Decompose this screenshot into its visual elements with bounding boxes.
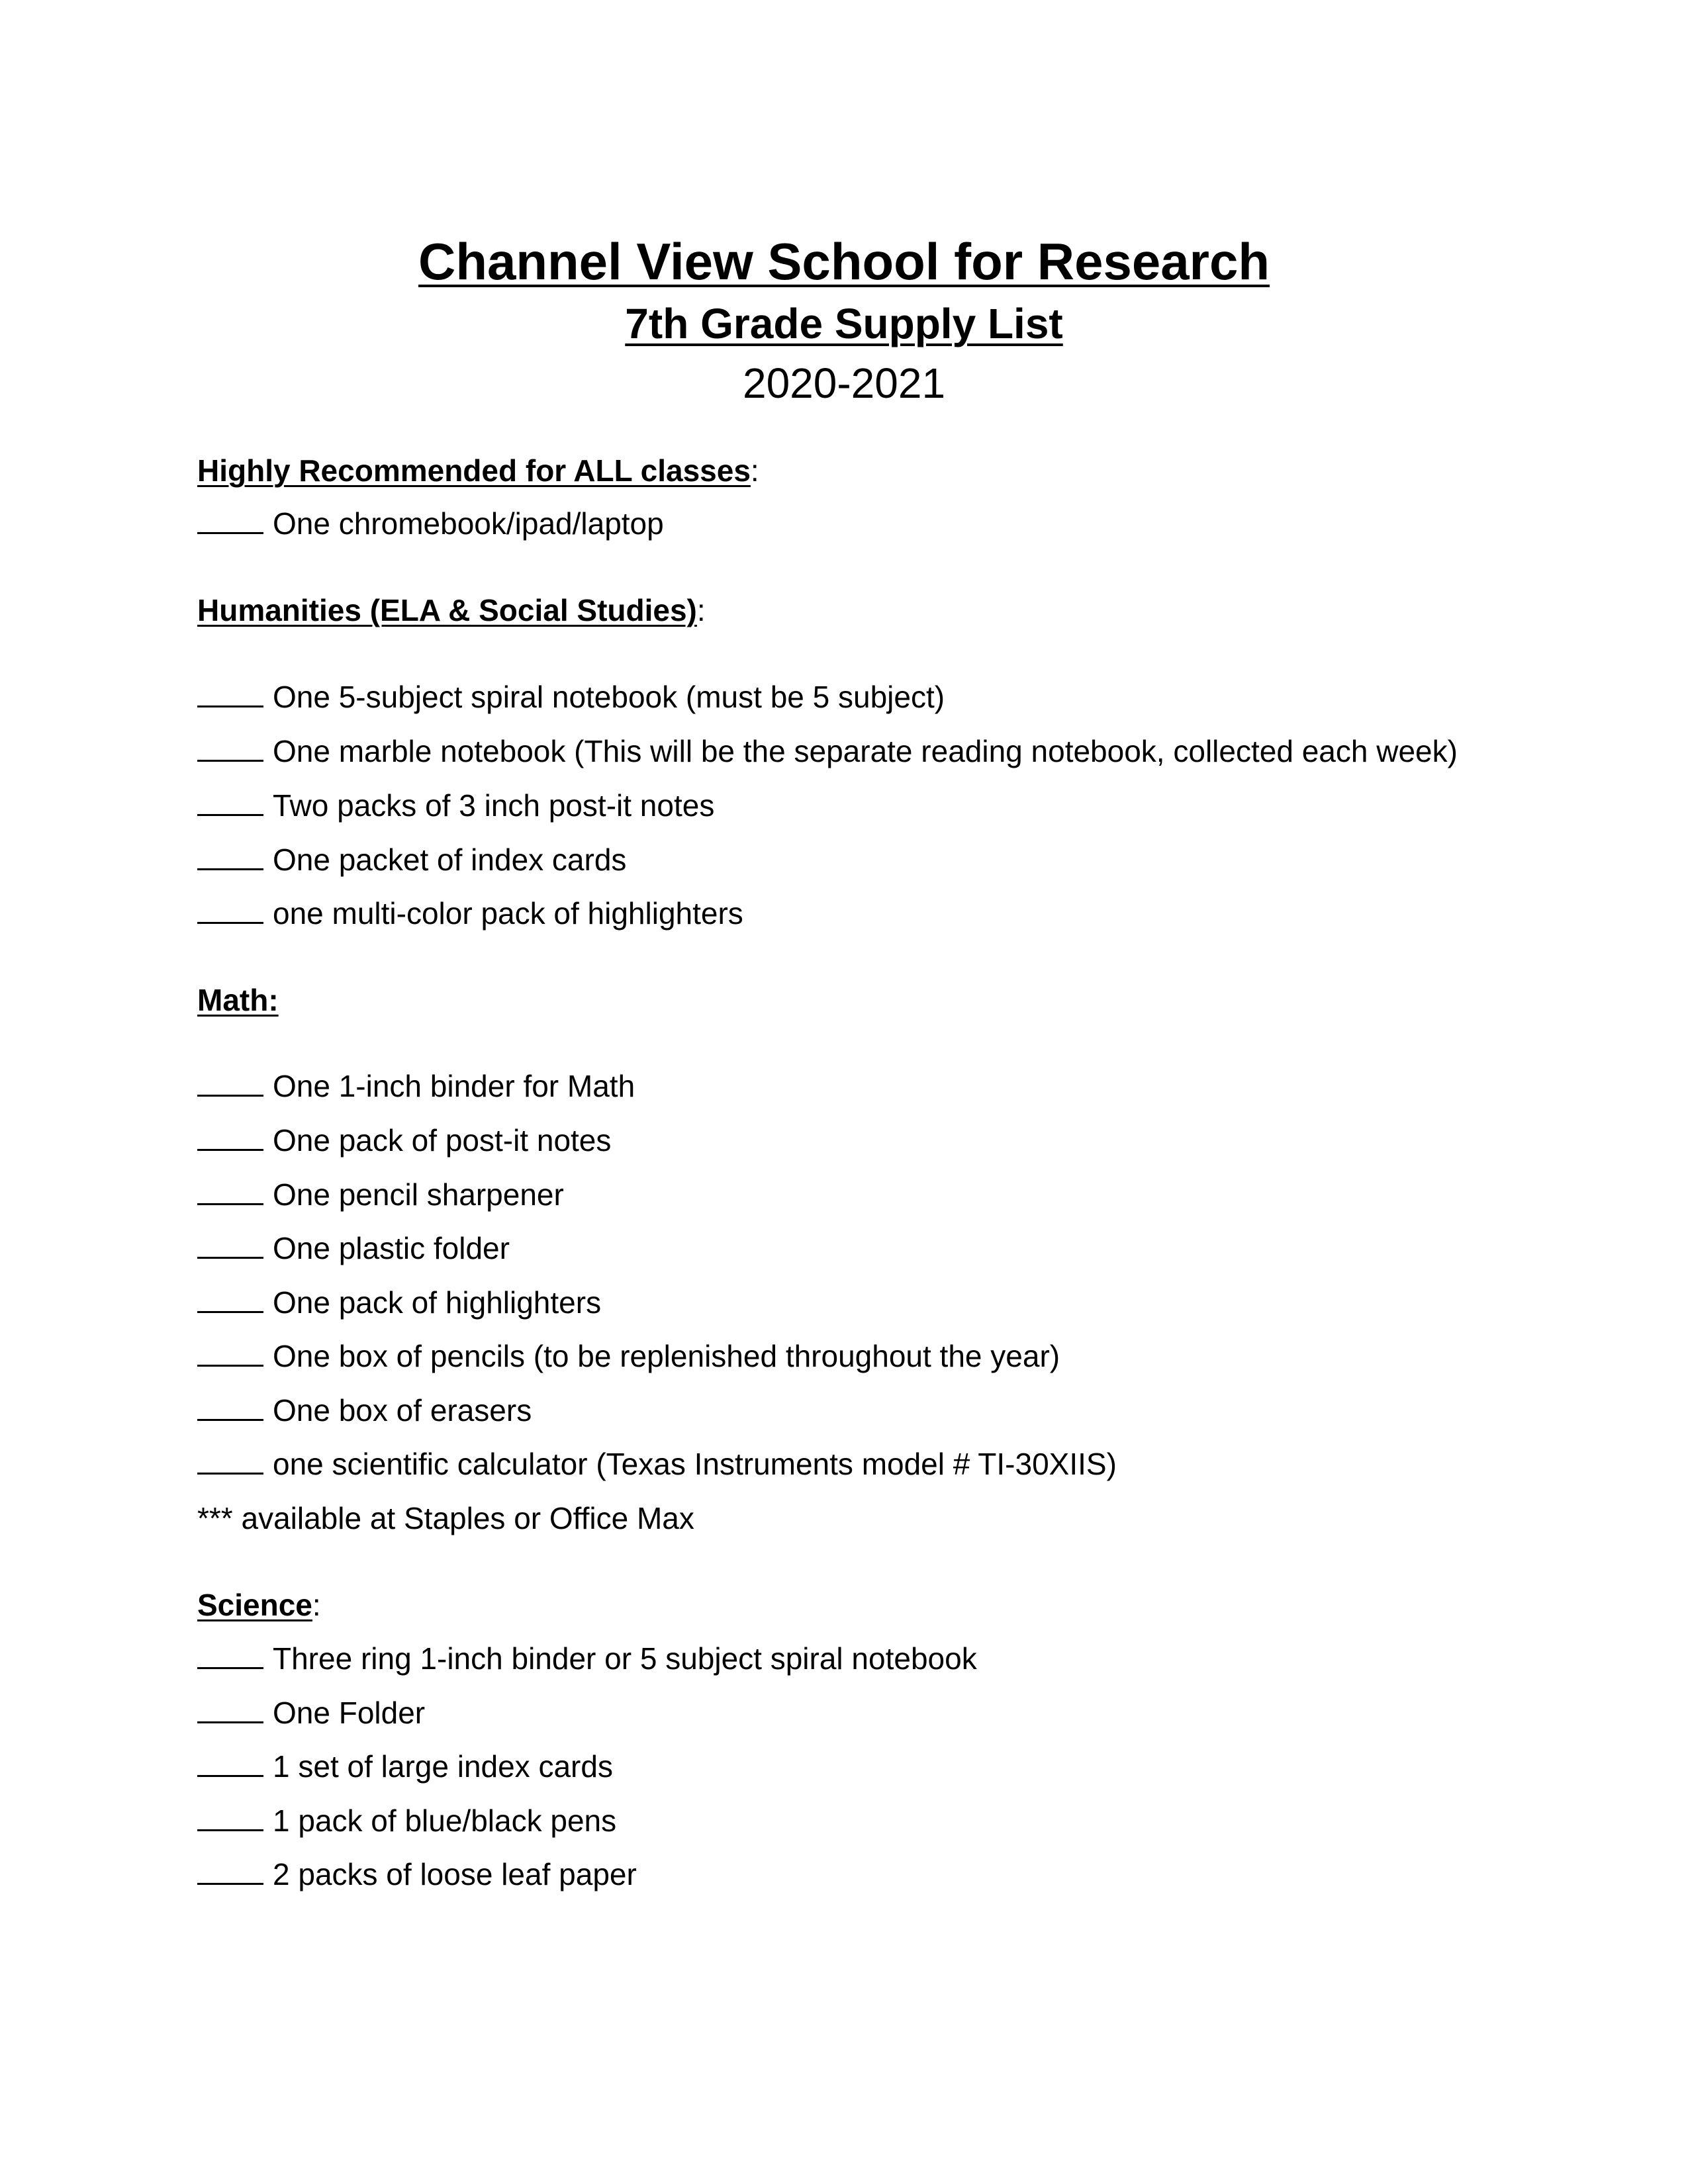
list-item <box>197 1803 616 1839</box>
checkbox-blank-line <box>197 1257 263 1259</box>
section-heading-all-classes <box>197 453 759 488</box>
item-text: One plastic folder <box>273 1231 510 1265</box>
list-item <box>197 895 743 931</box>
item-text: one scientific calculator (Texas Instruments model # TI-30XIIS) <box>273 1447 1117 1481</box>
checkbox-blank-line <box>197 1419 263 1421</box>
supply-list-title: 7th Grade Supply List <box>625 300 1063 347</box>
checkbox-blank-line <box>197 1667 263 1669</box>
list-item <box>197 733 1458 769</box>
list-item <box>197 1392 532 1428</box>
item-text: One pencil sharpener <box>273 1177 564 1212</box>
heading-label: Humanities (ELA & Social Studies) <box>197 593 697 627</box>
list-item <box>197 1856 637 1892</box>
checkbox-blank-line <box>197 1149 263 1151</box>
list-item <box>197 1446 1117 1482</box>
list-item <box>197 1695 425 1731</box>
checkbox-blank-line <box>197 1829 263 1831</box>
math-availability-note: *** available at Staples or Office Max <box>197 1501 694 1535</box>
list-item <box>197 1285 601 1320</box>
heading-label: Highly Recommended for ALL classes <box>197 453 751 488</box>
item-text: One Folder <box>273 1696 426 1730</box>
item-text: one multi-color pack of highlighters <box>273 896 743 931</box>
checkbox-blank-line <box>197 1473 263 1475</box>
school-name-title: Channel View School for Research <box>418 232 1270 291</box>
section-heading-humanities <box>197 592 706 628</box>
item-text: Three ring 1-inch binder or 5 subject spiral notebook <box>273 1641 977 1676</box>
checkbox-blank-line <box>197 814 263 816</box>
heading-colon: : <box>312 1588 321 1622</box>
checkbox-blank-line <box>197 1883 263 1885</box>
item-text: 1 set of large index cards <box>273 1749 613 1784</box>
school-year: 2020-2021 <box>742 359 946 407</box>
checkbox-blank-line <box>197 922 263 924</box>
list-item <box>197 506 664 541</box>
heading-label: Math: <box>197 983 279 1017</box>
checkbox-blank-line <box>197 1311 263 1313</box>
list-item <box>197 1122 611 1158</box>
checkbox-blank-line <box>197 1365 263 1367</box>
heading-colon: : <box>750 453 759 488</box>
item-text: One pack of highlighters <box>273 1285 602 1320</box>
section-heading-science <box>197 1587 321 1623</box>
checkbox-blank-line <box>197 532 263 534</box>
heading-label: Science <box>197 1588 312 1622</box>
heading-colon: : <box>696 593 706 627</box>
item-text: One packet of index cards <box>273 842 627 877</box>
list-item <box>197 679 945 715</box>
list-item <box>197 1230 510 1266</box>
checkbox-blank-line <box>197 1095 263 1097</box>
item-text: One chromebook/ipad/laptop <box>273 506 664 541</box>
checkbox-blank-line <box>197 760 263 762</box>
item-text: Two packs of 3 inch post-it notes <box>273 788 715 823</box>
list-item <box>197 1177 564 1212</box>
checkbox-blank-line <box>197 705 263 707</box>
list-item <box>197 1068 635 1104</box>
item-text: One marble notebook (This will be the separate reading notebook, collected each week) <box>273 734 1458 768</box>
checkbox-blank-line <box>197 1721 263 1723</box>
list-item <box>197 788 714 823</box>
item-text: One 1-inch binder for Math <box>273 1069 635 1103</box>
item-text: One 5-subject spiral notebook (must be 5 subject) <box>273 680 945 714</box>
list-item <box>197 1641 977 1676</box>
section-heading-math <box>197 982 279 1018</box>
list-item <box>197 842 626 878</box>
checkbox-blank-line <box>197 1775 263 1777</box>
list-item <box>197 1749 613 1784</box>
item-text: One box of erasers <box>273 1393 532 1428</box>
item-text: One pack of post-it notes <box>273 1123 612 1158</box>
item-text: 2 packs of loose leaf paper <box>273 1857 637 1891</box>
checkbox-blank-line <box>197 868 263 870</box>
checkbox-blank-line <box>197 1203 263 1205</box>
item-text: One box of pencils (to be replenished throughout the year) <box>273 1339 1060 1373</box>
list-item <box>197 1338 1060 1374</box>
item-text: 1 pack of blue/black pens <box>273 1803 617 1838</box>
